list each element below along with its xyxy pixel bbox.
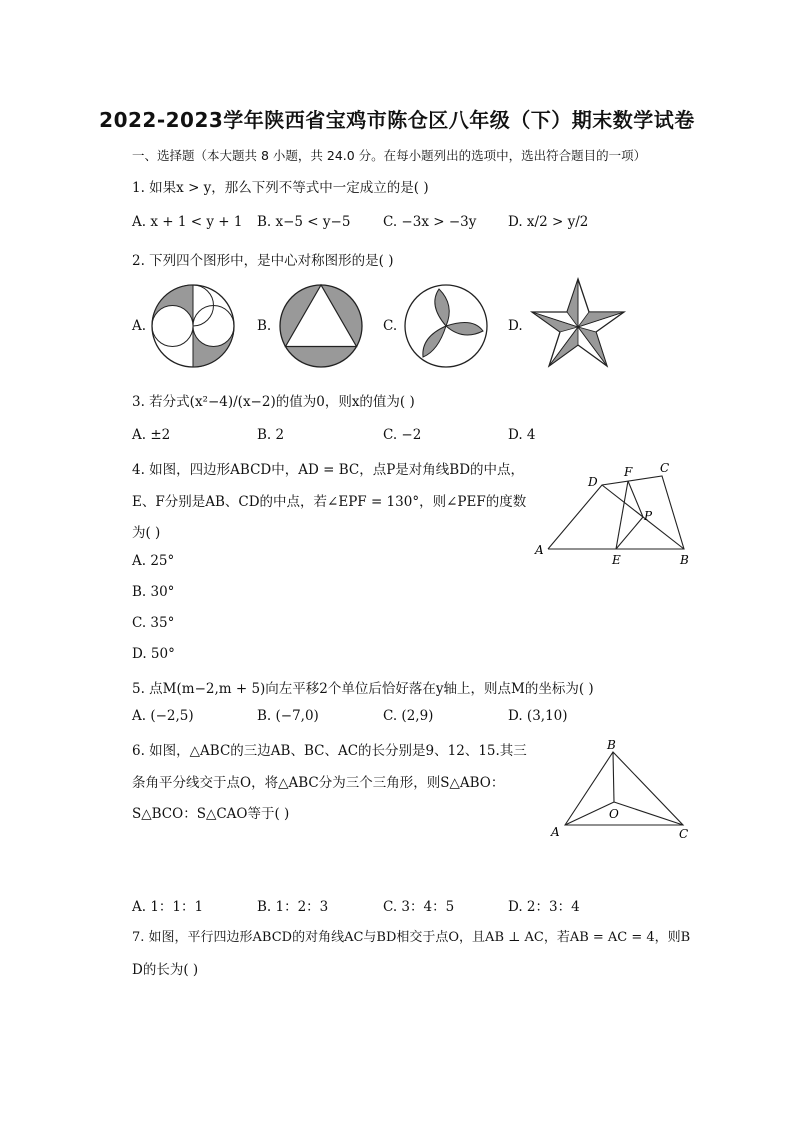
q2-figure-d [530, 277, 626, 369]
q5-option-c: C. (2,9) [383, 708, 434, 724]
q2-label-c: C. [383, 318, 398, 334]
q5-option-a: A. (−2,5) [132, 708, 194, 724]
question-5-stem: 5. 点M(m−2,m + 5)向左平移2个单位后恰好落在y轴上，则点M的坐标为( ) [132, 681, 594, 697]
q4-option-a: A. 25° [132, 553, 175, 569]
q4-option-d: D. 50° [132, 646, 175, 662]
q6-label-b: B [607, 738, 616, 752]
q5-option-d: D. (3,10) [508, 708, 568, 724]
q6-label-c: C [679, 827, 689, 841]
q6-option-d: D. 2：3：4 [508, 899, 580, 915]
q4-option-c: C. 35° [132, 615, 175, 631]
question-2-stem: 2. 下列四个图形中，是中心对称图形的是( ) [132, 253, 394, 269]
section-header: 一、选择题（本大题共 8 小题，共 24.0 分。在每小题列出的选项中，选出符合题目的一项） [132, 148, 647, 163]
q2-figure-a [150, 283, 236, 369]
question-1-stem: 1. 如果x > y，那么下列不等式中一定成立的是( ) [132, 180, 429, 196]
q6-label-a: A [551, 825, 560, 839]
q4-label-b: B [680, 553, 689, 567]
q4-label-a: A [535, 543, 544, 557]
q6-option-b: B. 1：2：3 [257, 899, 329, 915]
question-4-stem-line3: 为( ) [132, 525, 161, 541]
question-6-stem-line2: 条角平分线交于点O，将△ABC分为三个三角形，则S△ABO： [132, 775, 505, 791]
q2-figure-c [403, 283, 489, 369]
q6-label-o: O [609, 807, 619, 821]
q6-option-c: C. 3：4：5 [383, 899, 455, 915]
page-title: 2022-2023学年陕西省宝鸡市陈仓区八年级（下）期末数学试卷 [99, 108, 695, 132]
q1-option-c: C. −3x > −3y [383, 214, 477, 230]
question-7-stem-line2: D的长为( ) [132, 962, 199, 978]
question-7-stem-line1: 7. 如图，平行四边形ABCD的对角线AC与BD相交于点O，且AB ⊥ AC，若AB = AC = 4，则B [132, 930, 691, 945]
q4-label-c: C [660, 461, 670, 475]
q2-figure-b [278, 283, 364, 369]
question-4-stem-line1: 4. 如图，四边形ABCD中，AD = BC，点P是对角线BD的中点， [132, 462, 525, 478]
q1-option-d: D. x/2 > y/2 [508, 214, 589, 230]
q2-label-b: B. [257, 318, 272, 334]
q3-option-d: D. 4 [508, 427, 536, 443]
q5-option-b: B. (−7,0) [257, 708, 319, 724]
q4-figure-quadrilateral [530, 458, 700, 570]
q1-option-a: A. x + 1 < y + 1 [132, 214, 243, 230]
q1-option-b: B. x−5 < y−5 [257, 214, 351, 230]
q4-label-d: D [588, 475, 598, 489]
question-6-stem-line3: S△BCO：S△CAO等于( ) [132, 806, 290, 822]
q4-label-p: P [644, 509, 653, 523]
q4-label-f: F [624, 465, 633, 479]
q4-option-b: B. 30° [132, 584, 175, 600]
q6-option-a: A. 1：1：1 [132, 899, 204, 915]
q3-option-c: C. −2 [383, 427, 422, 443]
q3-option-a: A. ±2 [132, 427, 171, 443]
q3-option-b: B. 2 [257, 427, 285, 443]
question-3-stem: 3. 若分式(x²−4)/(x−2)的值为0，则x的值为( ) [132, 394, 415, 410]
q2-label-a: A. [132, 318, 147, 334]
q2-label-d: D. [508, 318, 523, 334]
question-6-stem-line1: 6. 如图，△ABC的三边AB、BC、AC的长分别是9、12、15.其三 [132, 743, 527, 759]
q4-label-e: E [612, 553, 621, 567]
q6-figure-triangle [545, 736, 695, 846]
question-4-stem-line2: E、F分别是AB、CD的中点，若∠EPF = 130°，则∠PEF的度数 [132, 494, 527, 510]
